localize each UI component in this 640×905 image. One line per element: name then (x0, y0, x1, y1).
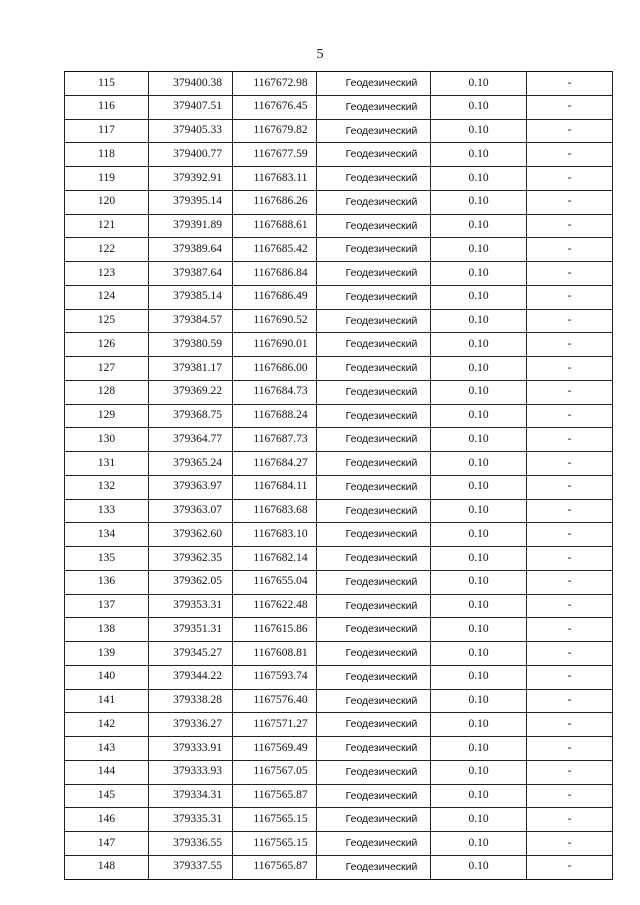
note-cell: - (527, 832, 613, 856)
note-cell: - (527, 72, 613, 96)
table-row (65, 499, 613, 523)
y-coordinate-cell: 1167565.15 (233, 808, 317, 832)
table-row (65, 72, 613, 96)
point-number-cell: 126 (65, 333, 149, 357)
x-coordinate-cell: 379368.75 (149, 404, 233, 428)
error-cell: 0.10 (431, 285, 527, 309)
table-row (65, 547, 613, 571)
coordinates-table (64, 71, 613, 880)
note-cell: - (527, 238, 613, 262)
table-row (65, 95, 613, 119)
note-cell: - (527, 262, 613, 286)
point-number-cell: 116 (65, 95, 149, 119)
x-coordinate-cell: 379334.31 (149, 784, 233, 808)
error-cell: 0.10 (431, 452, 527, 476)
x-coordinate-cell: 379384.57 (149, 309, 233, 333)
point-number-cell: 137 (65, 594, 149, 618)
method-cell: Геодезический (317, 72, 431, 96)
y-coordinate-cell: 1167622.48 (233, 594, 317, 618)
method-cell: Геодезический (317, 547, 431, 571)
table-row (65, 214, 613, 238)
x-coordinate-cell: 379385.14 (149, 285, 233, 309)
note-cell: - (527, 499, 613, 523)
note-cell: - (527, 143, 613, 167)
y-coordinate-cell: 1167690.01 (233, 333, 317, 357)
note-cell: - (527, 737, 613, 761)
table-row (65, 832, 613, 856)
x-coordinate-cell: 379337.55 (149, 855, 233, 879)
point-number-cell: 118 (65, 143, 149, 167)
error-cell: 0.10 (431, 143, 527, 167)
note-cell: - (527, 665, 613, 689)
x-coordinate-cell: 379405.33 (149, 119, 233, 143)
point-number-cell: 123 (65, 262, 149, 286)
method-cell: Геодезический (317, 404, 431, 428)
x-coordinate-cell: 379336.55 (149, 832, 233, 856)
point-number-cell: 145 (65, 784, 149, 808)
y-coordinate-cell: 1167679.82 (233, 119, 317, 143)
x-coordinate-cell: 379344.22 (149, 665, 233, 689)
table-row (65, 784, 613, 808)
x-coordinate-cell: 379363.07 (149, 499, 233, 523)
point-number-cell: 148 (65, 855, 149, 879)
point-number-cell: 122 (65, 238, 149, 262)
table-row (65, 143, 613, 167)
y-coordinate-cell: 1167565.87 (233, 855, 317, 879)
point-number-cell: 136 (65, 570, 149, 594)
error-cell: 0.10 (431, 333, 527, 357)
note-cell: - (527, 119, 613, 143)
error-cell: 0.10 (431, 784, 527, 808)
point-number-cell: 131 (65, 452, 149, 476)
table-row (65, 262, 613, 286)
point-number-cell: 138 (65, 618, 149, 642)
method-cell: Геодезический (317, 784, 431, 808)
page-number: 5 (316, 47, 324, 62)
note-cell: - (527, 523, 613, 547)
error-cell: 0.10 (431, 642, 527, 666)
x-coordinate-cell: 379392.91 (149, 167, 233, 191)
x-coordinate-cell: 379333.91 (149, 737, 233, 761)
note-cell: - (527, 333, 613, 357)
note-cell: - (527, 855, 613, 879)
note-cell: - (527, 618, 613, 642)
note-cell: - (527, 167, 613, 191)
y-coordinate-cell: 1167608.81 (233, 642, 317, 666)
y-coordinate-cell: 1167683.68 (233, 499, 317, 523)
y-coordinate-cell: 1167571.27 (233, 713, 317, 737)
y-coordinate-cell: 1167687.73 (233, 428, 317, 452)
table-row (65, 713, 613, 737)
note-cell: - (527, 404, 613, 428)
note-cell: - (527, 190, 613, 214)
table-row (65, 570, 613, 594)
x-coordinate-cell: 379333.93 (149, 760, 233, 784)
table-row (65, 760, 613, 784)
x-coordinate-cell: 379338.28 (149, 689, 233, 713)
table-row (65, 333, 613, 357)
y-coordinate-cell: 1167672.98 (233, 72, 317, 96)
y-coordinate-cell: 1167676.45 (233, 95, 317, 119)
table-row (65, 665, 613, 689)
note-cell: - (527, 689, 613, 713)
method-cell: Геодезический (317, 262, 431, 286)
note-cell: - (527, 713, 613, 737)
point-number-cell: 128 (65, 380, 149, 404)
point-number-cell: 127 (65, 357, 149, 381)
error-cell: 0.10 (431, 499, 527, 523)
method-cell: Геодезический (317, 380, 431, 404)
point-number-cell: 144 (65, 760, 149, 784)
x-coordinate-cell: 379365.24 (149, 452, 233, 476)
error-cell: 0.10 (431, 855, 527, 879)
x-coordinate-cell: 379380.59 (149, 333, 233, 357)
table-row (65, 689, 613, 713)
table-row (65, 285, 613, 309)
x-coordinate-cell: 379335.31 (149, 808, 233, 832)
table-row (65, 119, 613, 143)
note-cell: - (527, 570, 613, 594)
y-coordinate-cell: 1167682.14 (233, 547, 317, 571)
method-cell: Геодезический (317, 713, 431, 737)
point-number-cell: 125 (65, 309, 149, 333)
y-coordinate-cell: 1167569.49 (233, 737, 317, 761)
table-row (65, 523, 613, 547)
y-coordinate-cell: 1167593.74 (233, 665, 317, 689)
x-coordinate-cell: 379345.27 (149, 642, 233, 666)
method-cell: Геодезический (317, 832, 431, 856)
x-coordinate-cell: 379351.31 (149, 618, 233, 642)
method-cell: Геодезический (317, 452, 431, 476)
point-number-cell: 129 (65, 404, 149, 428)
table-row (65, 309, 613, 333)
note-cell: - (527, 475, 613, 499)
method-cell: Геодезический (317, 618, 431, 642)
note-cell: - (527, 357, 613, 381)
table-row (65, 855, 613, 879)
y-coordinate-cell: 1167686.84 (233, 262, 317, 286)
note-cell: - (527, 309, 613, 333)
point-number-cell: 146 (65, 808, 149, 832)
error-cell: 0.10 (431, 594, 527, 618)
method-cell: Геодезический (317, 190, 431, 214)
y-coordinate-cell: 1167690.52 (233, 309, 317, 333)
error-cell: 0.10 (431, 570, 527, 594)
y-coordinate-cell: 1167565.15 (233, 832, 317, 856)
y-coordinate-cell: 1167685.42 (233, 238, 317, 262)
point-number-cell: 120 (65, 190, 149, 214)
y-coordinate-cell: 1167688.24 (233, 404, 317, 428)
method-cell: Геодезический (317, 475, 431, 499)
method-cell: Геодезический (317, 594, 431, 618)
point-number-cell: 132 (65, 475, 149, 499)
table-row (65, 618, 613, 642)
coordinates-table-body (65, 72, 613, 880)
error-cell: 0.10 (431, 380, 527, 404)
point-number-cell: 143 (65, 737, 149, 761)
table-row (65, 190, 613, 214)
table-row (65, 428, 613, 452)
method-cell: Геодезический (317, 143, 431, 167)
table-row (65, 475, 613, 499)
table-row (65, 737, 613, 761)
y-coordinate-cell: 1167688.61 (233, 214, 317, 238)
point-number-cell: 117 (65, 119, 149, 143)
method-cell: Геодезический (317, 760, 431, 784)
note-cell: - (527, 594, 613, 618)
y-coordinate-cell: 1167686.26 (233, 190, 317, 214)
error-cell: 0.10 (431, 832, 527, 856)
y-coordinate-cell: 1167677.59 (233, 143, 317, 167)
method-cell: Геодезический (317, 309, 431, 333)
y-coordinate-cell: 1167684.11 (233, 475, 317, 499)
x-coordinate-cell: 379381.17 (149, 357, 233, 381)
point-number-cell: 140 (65, 665, 149, 689)
point-number-cell: 121 (65, 214, 149, 238)
y-coordinate-cell: 1167683.10 (233, 523, 317, 547)
table-row (65, 452, 613, 476)
y-coordinate-cell: 1167686.49 (233, 285, 317, 309)
note-cell: - (527, 214, 613, 238)
note-cell: - (527, 808, 613, 832)
table-row (65, 594, 613, 618)
x-coordinate-cell: 379364.77 (149, 428, 233, 452)
error-cell: 0.10 (431, 808, 527, 832)
method-cell: Геодезический (317, 855, 431, 879)
point-number-cell: 139 (65, 642, 149, 666)
x-coordinate-cell: 379389.64 (149, 238, 233, 262)
error-cell: 0.10 (431, 357, 527, 381)
x-coordinate-cell: 379387.64 (149, 262, 233, 286)
method-cell: Геодезический (317, 285, 431, 309)
error-cell: 0.10 (431, 238, 527, 262)
x-coordinate-cell: 379407.51 (149, 95, 233, 119)
method-cell: Геодезический (317, 428, 431, 452)
error-cell: 0.10 (431, 167, 527, 191)
error-cell: 0.10 (431, 760, 527, 784)
point-number-cell: 142 (65, 713, 149, 737)
note-cell: - (527, 380, 613, 404)
method-cell: Геодезический (317, 642, 431, 666)
error-cell: 0.10 (431, 523, 527, 547)
error-cell: 0.10 (431, 428, 527, 452)
note-cell: - (527, 547, 613, 571)
method-cell: Геодезический (317, 808, 431, 832)
y-coordinate-cell: 1167683.11 (233, 167, 317, 191)
method-cell: Геодезический (317, 119, 431, 143)
point-number-cell: 135 (65, 547, 149, 571)
error-cell: 0.10 (431, 404, 527, 428)
method-cell: Геодезический (317, 357, 431, 381)
y-coordinate-cell: 1167615.86 (233, 618, 317, 642)
point-number-cell: 115 (65, 72, 149, 96)
method-cell: Геодезический (317, 523, 431, 547)
x-coordinate-cell: 379362.05 (149, 570, 233, 594)
x-coordinate-cell: 379363.97 (149, 475, 233, 499)
note-cell: - (527, 784, 613, 808)
table-row (65, 642, 613, 666)
y-coordinate-cell: 1167684.73 (233, 380, 317, 404)
x-coordinate-cell: 379369.22 (149, 380, 233, 404)
x-coordinate-cell: 379395.14 (149, 190, 233, 214)
point-number-cell: 134 (65, 523, 149, 547)
error-cell: 0.10 (431, 547, 527, 571)
y-coordinate-cell: 1167567.05 (233, 760, 317, 784)
y-coordinate-cell: 1167565.87 (233, 784, 317, 808)
point-number-cell: 147 (65, 832, 149, 856)
point-number-cell: 124 (65, 285, 149, 309)
method-cell: Геодезический (317, 333, 431, 357)
method-cell: Геодезический (317, 214, 431, 238)
note-cell: - (527, 760, 613, 784)
method-cell: Геодезический (317, 238, 431, 262)
method-cell: Геодезический (317, 570, 431, 594)
table-row (65, 808, 613, 832)
x-coordinate-cell: 379353.31 (149, 594, 233, 618)
method-cell: Геодезический (317, 95, 431, 119)
error-cell: 0.10 (431, 713, 527, 737)
y-coordinate-cell: 1167576.40 (233, 689, 317, 713)
table-row (65, 238, 613, 262)
error-cell: 0.10 (431, 665, 527, 689)
error-cell: 0.10 (431, 689, 527, 713)
table-row (65, 357, 613, 381)
point-number-cell: 141 (65, 689, 149, 713)
x-coordinate-cell: 379336.27 (149, 713, 233, 737)
y-coordinate-cell: 1167686.00 (233, 357, 317, 381)
note-cell: - (527, 452, 613, 476)
method-cell: Геодезический (317, 689, 431, 713)
x-coordinate-cell: 379362.35 (149, 547, 233, 571)
method-cell: Геодезический (317, 737, 431, 761)
error-cell: 0.10 (431, 737, 527, 761)
x-coordinate-cell: 379362.60 (149, 523, 233, 547)
y-coordinate-cell: 1167684.27 (233, 452, 317, 476)
error-cell: 0.10 (431, 262, 527, 286)
error-cell: 0.10 (431, 618, 527, 642)
error-cell: 0.10 (431, 72, 527, 96)
note-cell: - (527, 285, 613, 309)
point-number-cell: 133 (65, 499, 149, 523)
point-number-cell: 130 (65, 428, 149, 452)
error-cell: 0.10 (431, 190, 527, 214)
note-cell: - (527, 428, 613, 452)
x-coordinate-cell: 379400.38 (149, 72, 233, 96)
y-coordinate-cell: 1167655.04 (233, 570, 317, 594)
note-cell: - (527, 642, 613, 666)
point-number-cell: 119 (65, 167, 149, 191)
method-cell: Геодезический (317, 499, 431, 523)
table-row (65, 167, 613, 191)
error-cell: 0.10 (431, 119, 527, 143)
error-cell: 0.10 (431, 309, 527, 333)
note-cell: - (527, 95, 613, 119)
method-cell: Геодезический (317, 665, 431, 689)
error-cell: 0.10 (431, 475, 527, 499)
error-cell: 0.10 (431, 95, 527, 119)
table-row (65, 380, 613, 404)
x-coordinate-cell: 379391.89 (149, 214, 233, 238)
table-row (65, 404, 613, 428)
method-cell: Геодезический (317, 167, 431, 191)
error-cell: 0.10 (431, 214, 527, 238)
x-coordinate-cell: 379400.77 (149, 143, 233, 167)
